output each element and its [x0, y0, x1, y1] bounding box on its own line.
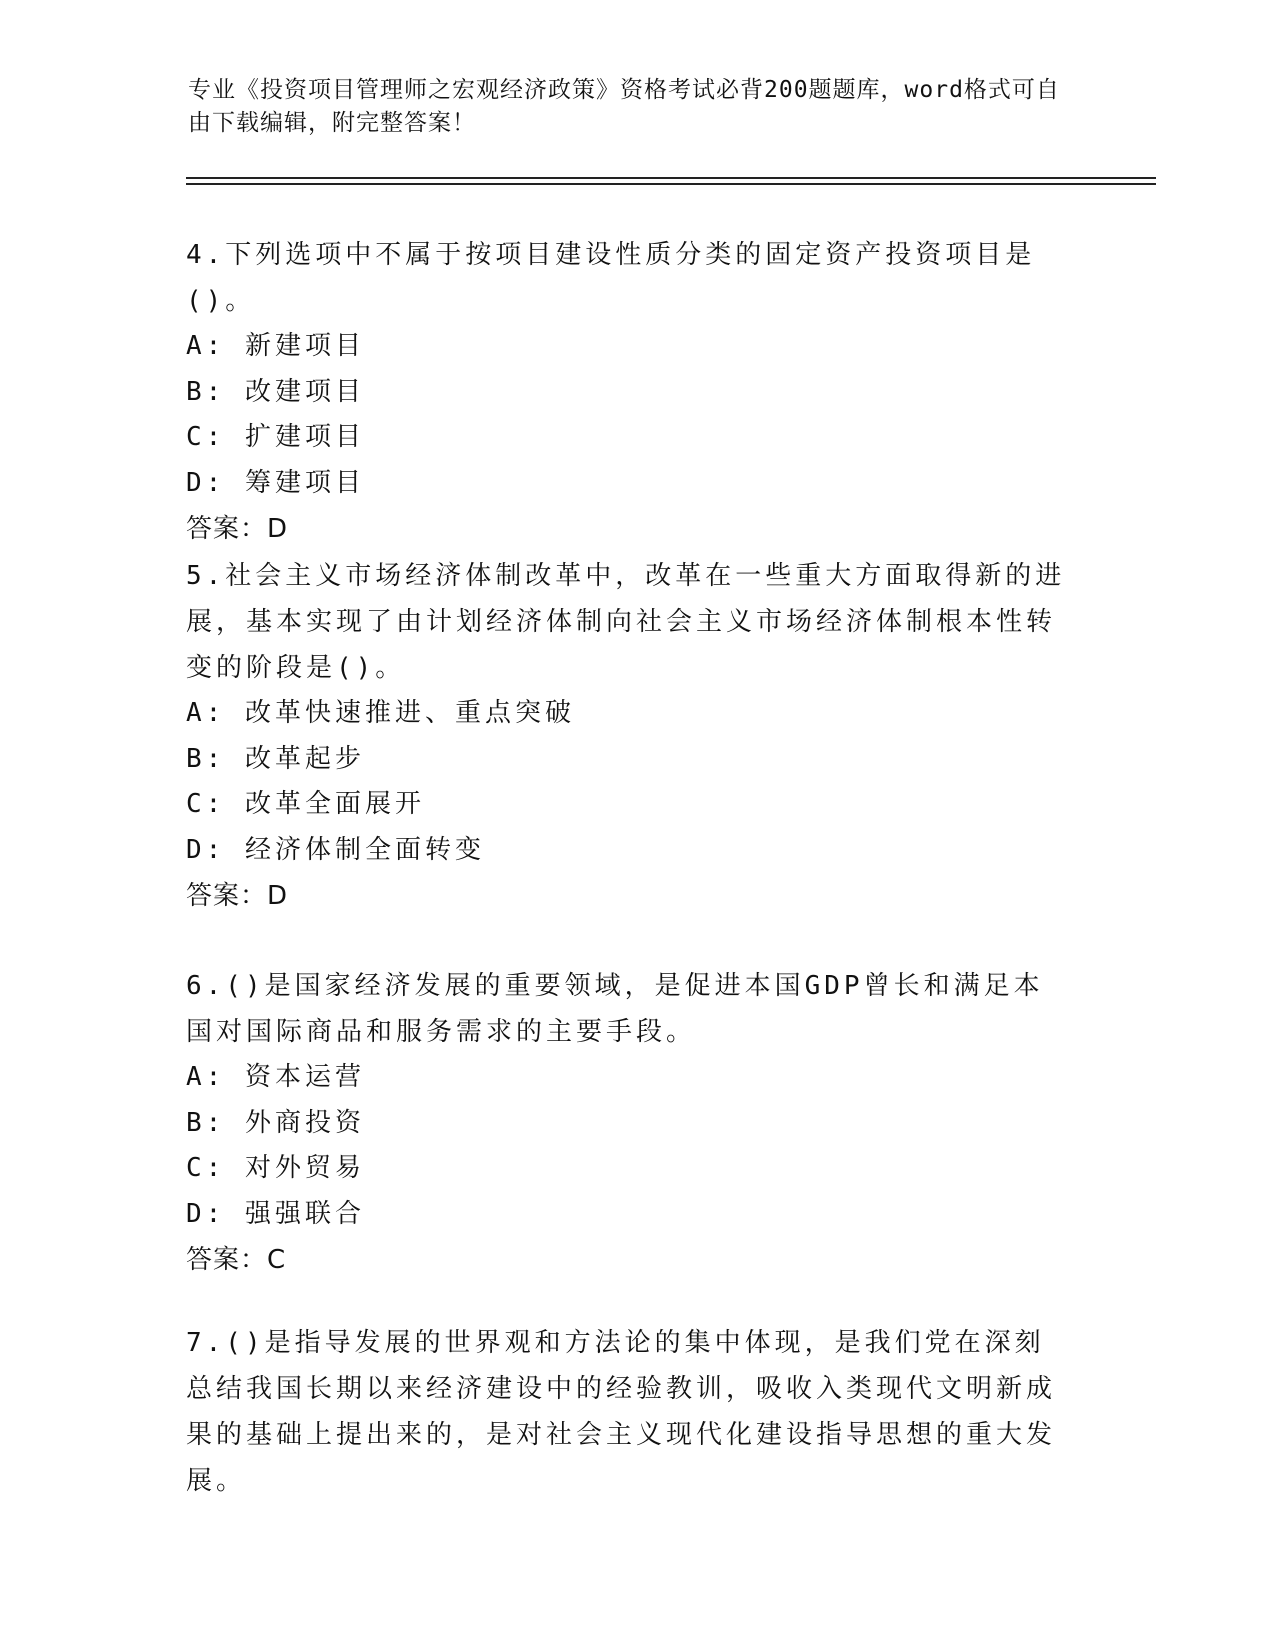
header-divider-bottom [186, 183, 1156, 185]
answer: 答案：C [186, 1245, 287, 1275]
question-stem: 6.()是国家经济发展的重要领域，是促进本国GDP曾长和满足本国对国际商品和服务需求的主要手段。 [186, 971, 1044, 1047]
question-4 [186, 232, 1066, 552]
question-stem: 7.()是指导发展的世界观和方法论的集中体现，是我们党在深刻总结我国长期以来经济建设中的经验教训，吸收入类现代文明新成果的基础上提出来的，是对社会主义现代化建设指导思想的重大发展。 [186, 1328, 1057, 1496]
answer: 答案：D [186, 881, 289, 911]
option-c: C: 改革全面展开 [186, 789, 425, 819]
answer: 答案：D [186, 514, 289, 544]
option-a: A: 改革快速推进、重点突破 [186, 698, 575, 728]
option-b: B: 改革起步 [186, 743, 365, 774]
option-c: C: 对外贸易 [186, 1153, 365, 1183]
option-c: C: 扩建项目 [186, 422, 365, 452]
option-d: D: 筹建项目 [186, 467, 365, 498]
question-6 [186, 963, 1066, 1283]
option-d: D: 强强联合 [186, 1198, 365, 1229]
question-stem: 4.下列选项中不属于按项目建设性质分类的固定资产投资项目是()。 [186, 240, 1036, 316]
option-a: A: 资本运营 [186, 1062, 365, 1092]
option-a: A: 新建项目 [186, 331, 365, 361]
question-5 [186, 553, 1066, 919]
option-d: D: 经济体制全面转变 [186, 834, 485, 865]
option-b: B: 外商投资 [186, 1107, 365, 1138]
header-divider-top [186, 177, 1156, 179]
option-b: B: 改建项目 [186, 376, 365, 407]
document-header: 专业《投资项目管理师之宏观经济政策》资格考试必背200题题库，word格式可自由下载编辑，附完整答案！ [188, 77, 1060, 136]
question-stem: 5.社会主义市场经济体制改革中，改革在一些重大方面取得新的进展，基本实现了由计划经济体制向社会主义市场经济体制根本性转变的阶段是()。 [186, 561, 1066, 683]
question-7 [186, 1320, 1066, 1504]
